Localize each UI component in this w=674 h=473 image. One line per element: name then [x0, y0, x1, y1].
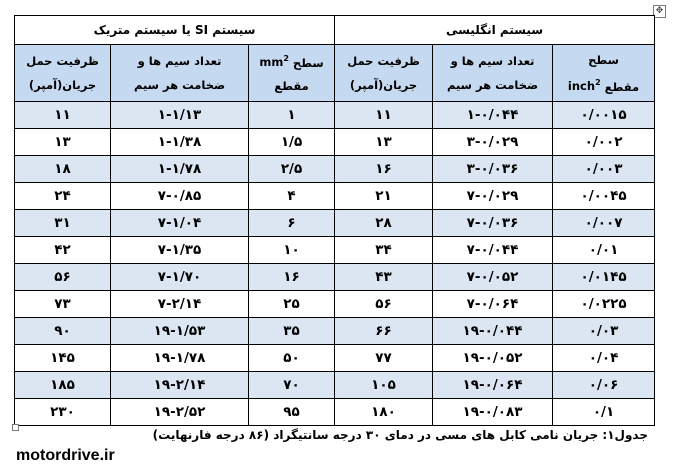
- table-cell: ۱-۱/۷۸: [111, 156, 249, 183]
- table-cell: ۷۳: [15, 291, 111, 318]
- table-cell: ۷-۱/۰۴: [111, 210, 249, 237]
- table-cell: ۱۸۰: [335, 399, 433, 426]
- col-header-ampacity-si: [15, 45, 111, 102]
- table-cell: ۷۰: [249, 372, 335, 399]
- table-cell: ۲۳۰: [15, 399, 111, 426]
- table-cell: ۹۵: [249, 399, 335, 426]
- table-cell: ۱۹-۰/۰۵۲: [433, 345, 553, 372]
- table-cell: ۱-۱/۱۳: [111, 102, 249, 129]
- table-resize-handle[interactable]: [12, 424, 19, 431]
- table-cell: ۲۱: [335, 183, 433, 210]
- col-header-line1: تعداد سیم ها و: [450, 54, 535, 68]
- table-row: [15, 264, 655, 291]
- table-cell: ۰/۰۱: [553, 237, 655, 264]
- table-row: [15, 237, 655, 264]
- table-cell: ۳۱: [15, 210, 111, 237]
- table-cell: ۳-۰/۰۲۹: [433, 129, 553, 156]
- cable-table: [14, 15, 655, 426]
- table-cell: ۱۱: [335, 102, 433, 129]
- table-cell: ۱۹-۲/۱۴: [111, 372, 249, 399]
- table-cell: ۲۴: [15, 183, 111, 210]
- col-header-line1: ظرفیت حمل: [26, 54, 99, 68]
- table-row: [15, 372, 655, 399]
- table-cell: ۱۶: [335, 156, 433, 183]
- table-cell: ۶۶: [335, 318, 433, 345]
- col-header-line2: جریان(آمپر): [28, 78, 97, 92]
- col-header-line1: سطح: [588, 52, 619, 67]
- table-cell: ۱-۰/۰۴۴: [433, 102, 553, 129]
- table-cell: ۲/۵: [249, 156, 335, 183]
- table-row: [15, 318, 655, 345]
- table-row: [15, 399, 655, 426]
- col-header-line1: ظرفیت حمل: [347, 54, 420, 68]
- table-cell: ۶: [249, 210, 335, 237]
- table-cell: ۳۴: [335, 237, 433, 264]
- table-cell: ۰/۰۴: [553, 345, 655, 372]
- table-row: [15, 129, 655, 156]
- table-cell: ۵۶: [15, 264, 111, 291]
- table-body: [15, 102, 655, 426]
- table-cell: ۱۹-۰/۰۶۴: [433, 372, 553, 399]
- table-cell: ۳-۰/۰۳۶: [433, 156, 553, 183]
- col-header-wires-si: [111, 45, 249, 102]
- table-cell: ۷-۰/۰۲۹: [433, 183, 553, 210]
- table-cell: ۱۰۵: [335, 372, 433, 399]
- table-move-handle-icon[interactable]: ✥: [653, 5, 666, 18]
- table-cell: ۱۹-۱/۵۳: [111, 318, 249, 345]
- table-row: [15, 291, 655, 318]
- table-cell: ۷-۰/۸۵: [111, 183, 249, 210]
- table-cell: ۴۳: [335, 264, 433, 291]
- col-header-line2: ضخامت هر سیم: [446, 78, 539, 92]
- col-header-area-inch: [553, 45, 655, 102]
- col-header-line1: تعداد سیم ها و: [137, 54, 222, 68]
- table-cell: ۷-۱/۷۰: [111, 264, 249, 291]
- table-caption: جدول۱: جریان نامی کابل های مسی در دمای ۳۰ درجه سانتیگراد (۸۶ درجه فارنهایت): [152, 428, 648, 442]
- table-cell: ۲۸: [335, 210, 433, 237]
- table-cell: ۱۴۵: [15, 345, 111, 372]
- table-cell: ۱۹-۰/۰۸۳: [433, 399, 553, 426]
- table-cell: ۱۰: [249, 237, 335, 264]
- col-header-line2: مقطع: [274, 79, 309, 94]
- table-cell: ۰/۰۳: [553, 318, 655, 345]
- table-cell: ۷-۱/۳۵: [111, 237, 249, 264]
- table-row: [15, 210, 655, 237]
- table-cell: ۱: [249, 102, 335, 129]
- table-cell: ۱-۱/۳۸: [111, 129, 249, 156]
- table-cell: ۰/۰۲۲۵: [553, 291, 655, 318]
- col-header-line1: سطح $mm^2$: [259, 54, 324, 70]
- table-cell: ۰/۱: [553, 399, 655, 426]
- group-header-si: سیستم SI یا سیستم متریک: [15, 16, 335, 45]
- table-cell: ۱۶: [249, 264, 335, 291]
- table-cell: ۰/۰۰۴۵: [553, 183, 655, 210]
- table-cell: ۰/۰۰۲: [553, 129, 655, 156]
- table-cell: ۱۹-۱/۷۸: [111, 345, 249, 372]
- table-row: [15, 345, 655, 372]
- group-header-english: سیستم انگلیسی: [335, 16, 655, 45]
- table-row: [15, 183, 655, 210]
- site-watermark: motordrive.ir: [16, 447, 115, 464]
- table-cell: ۱۸: [15, 156, 111, 183]
- table-cell: ۱۱: [15, 102, 111, 129]
- table-cell: ۷-۰/۰۳۶: [433, 210, 553, 237]
- table-cell: ۷۷: [335, 345, 433, 372]
- table-cell: ۰/۰۶: [553, 372, 655, 399]
- table-cell: ۰/۰۰۳: [553, 156, 655, 183]
- table-cell: ۱۳: [335, 129, 433, 156]
- col-header-ampacity-english: [335, 45, 433, 102]
- col-header-line2: ضخامت هر سیم: [133, 78, 226, 92]
- table-cell: ۱/۵: [249, 129, 335, 156]
- col-header-line2: جریان(آمپر): [349, 78, 418, 92]
- table-row: [15, 156, 655, 183]
- table-cell: ۱۸۵: [15, 372, 111, 399]
- table-cell: ۷-۰/۰۴۴: [433, 237, 553, 264]
- col-header-wires-english: [433, 45, 553, 102]
- table-cell: ۱۹-۲/۵۲: [111, 399, 249, 426]
- table-cell: ۲۵: [249, 291, 335, 318]
- col-header-area-mm: [249, 45, 335, 102]
- table-cell: ۴۲: [15, 237, 111, 264]
- col-header-line2: مقطع inch$^2$: [567, 78, 640, 94]
- table-cell: ۳۵: [249, 318, 335, 345]
- table-cell: ۰/۰۰۷: [553, 210, 655, 237]
- table-cell: ۵۶: [335, 291, 433, 318]
- table-cell: ۰/۰۱۴۵: [553, 264, 655, 291]
- table-cell: ۵۰: [249, 345, 335, 372]
- table-cell: ۰/۰۰۱۵: [553, 102, 655, 129]
- table-cell: ۱۹-۰/۰۴۴: [433, 318, 553, 345]
- table-cell: ۹۰: [15, 318, 111, 345]
- table-cell: ۱۳: [15, 129, 111, 156]
- table-cell: ۴: [249, 183, 335, 210]
- table-cell: ۷-۲/۱۴: [111, 291, 249, 318]
- table-cell: ۷-۰/۰۶۴: [433, 291, 553, 318]
- table-cell: ۷-۰/۰۵۲: [433, 264, 553, 291]
- table-row: [15, 102, 655, 129]
